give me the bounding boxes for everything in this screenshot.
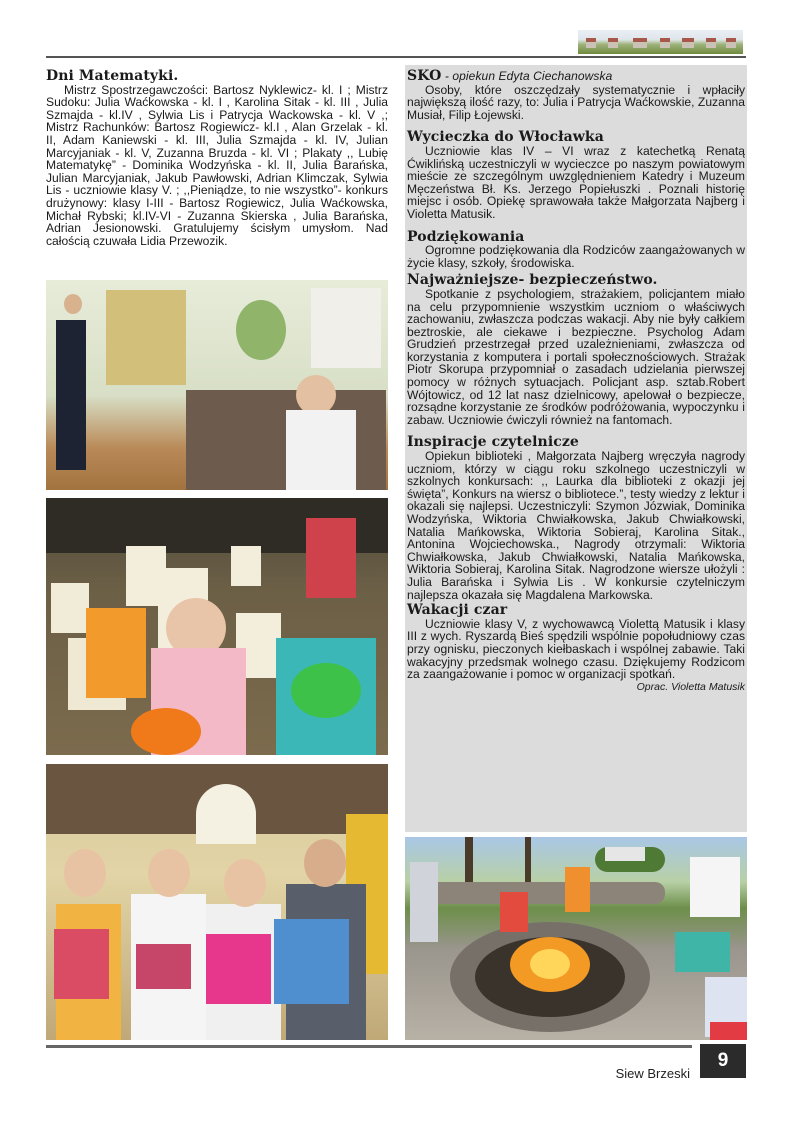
header-village-photo [578, 30, 743, 54]
safety-text: Spotkanie z psychologiem, strażakiem, policjantem miało na celu przypomnienie wszystkim uczniom o właściwych zachowaniu, zwłaszcza podczas wakacji. Aby nie były całkiem beztroskie, ale ciekawe i bezpieczne. Psycholog Adam Grudzień przestrzegał przed uzależnieniami, zwłaszcza od korzystania z komputera i portali społecznościowych. Strażak Piotr Skorupa przypomniał o zasadach udzielania pierwszej pomocy w różnych sytuacjach. Policjant asp. sztab.Robert Wójtowicz, od 12 lat nasz dzielnicowy, apelował o bezpiecze, rozsądne korzystanie ze środków podróżowania, wypoczynku i zabaw. Uczniowie ćwiczyli również na fantomach. [407, 286, 745, 427]
photo-math-diplomas [46, 498, 388, 755]
photo-campfire [405, 837, 747, 1040]
article-signature: Oprac. Violetta Matusik [636, 680, 745, 693]
math-days-heading: Dni Matematyki. [46, 68, 179, 84]
thanks-heading: Podziękowania [407, 228, 525, 245]
math-days-article [46, 70, 388, 247]
thanks-text: Ogromne podziękowania dla Rodziców zaangażowanych w życie klasy, szkoły, środowiska. [407, 243, 745, 270]
right-column-articles [407, 70, 745, 693]
reading-heading: Inspiracje czytelnicze [407, 434, 579, 451]
publication-name: Siew Brzeski [615, 1066, 690, 1081]
footer-rule [46, 1045, 692, 1048]
photo-police-meeting [46, 280, 388, 490]
trip-text: Uczniowie klas IV – VI wraz z katechetką Renatą Ćwiklińską uczestniczyli w wycieczce po naszym powiatowym mieście ze szczególnym uwzględnieniem Katedry i Muzeum Męczeństwa Bł. Ks. Jerzego Popiełuszki . Poznali historię miejsc i osób. Opiekę sprawowała także Małgorzata Najberg i Violetta Matusik. [407, 143, 745, 221]
sko-text: Osoby, które oszczędzały systematycznie i wpłaciły największą ilość razy, to: Julia i Patrycja Waćkowskie, Zuzanna Musiał, Filip Łojewski. [407, 82, 745, 122]
holiday-heading: Wakacji czar [407, 602, 508, 619]
page-number: 9 [700, 1044, 746, 1078]
trip-heading: Wycieczka do Włocławka [407, 129, 604, 146]
photo-reading-winners [46, 764, 388, 1040]
holiday-text: Uczniowie klasy V, z wychowawcą Violettą Matusik i klasy III z wych. Ryszardą Bieś spędzili wspólnie popołudniowy czas przy ognisku, pieczonych kiełbaskach i wspólnej zabawie. Taki wakacyjny przedsmak wolnego czasu. Dziękujemy Rodzicom za zaangażowanie i pomoc w organizacji spotkań. [407, 616, 745, 682]
header-rule [46, 56, 746, 58]
math-days-text: Mistrz Spostrzegawczości: Bartosz Nyklewicz- kl. I ; Mistrz Sudoku: Julia Waćkowska - kl. I , Karolina Sitak - kl. III , Julia Szmajda - kl.IV , Sylwia Lis i Patrycja Wackowska - kl. V ,; Mistrz Rachunków: Bartosz Rogiewicz- kl.I , Alan Grzelak - kl. II, Adam Kaniewski - kl. III, Julia Szmajda - kl. IV, Julian Marcyjaniak - kl. V, Zuzanna Bruzda - kl. VI ; Plakaty ,, Lubię Matematykę” - Dominika Wodzyńska - kl. II, Julia Barańska, Julian Marcyjaniak, Jakub Pawłowski, Adrian Klimczak, Sylwia Lis - uczniowie klasy V. ; ,,Pieniądze, to nie wszystko”- konkurs drużynowy: klasy I-III - Bartosz Rogiewicz, Julia Waćkowska, Michał Rybski; kl.IV-VI - Zuzanna Skierska , Julia Barańska, Adrian Jesionowski. Gratulujemy ścisłym umysłom. Nad całością czuwała Lidia Przewozik. [46, 82, 388, 248]
safety-heading: Najważniejsze- bezpieczeństwo. [407, 272, 658, 289]
reading-text: Opiekun biblioteki , Małgorzata Najberg wręczyła nagrody uczniom, którzy w ciągu roku szkolnego uczestniczyli w szkolnych konkursach: ,, Laurka dla biblioteki z okazji jej święta”, Konkurs na wiersz o bibliotece.”, testy wiedzy z lektur i okazali się najlepsi. Uczestniczyli: Szymon Józwiak, Dominika Wodzyńska, Wiktoria Chwiałkowska, Jakub Chwiałkowski, Natalia Mańkowska, Wiktoria Sobieraj, Karolina Sitak., Antonina Wojciechowska., Nagrody otrzymali: Wiktoria Chwiałkowska, Jakub Chwiałkowski, Natalia Mańkowska, Wiktoria Sobieraj, Karolina Sitak. Nagrodzone wiersze ułożyli : Julia Barańska i Sylwia Lis . W konkursie czytelniczym najlepsza okazała się Magdalena Markowska. [407, 449, 745, 602]
sko-supervisor: - opiekun Edyta Ciechanowska [441, 69, 613, 83]
sko-title: SKO [407, 68, 442, 84]
sko-heading [407, 70, 745, 83]
